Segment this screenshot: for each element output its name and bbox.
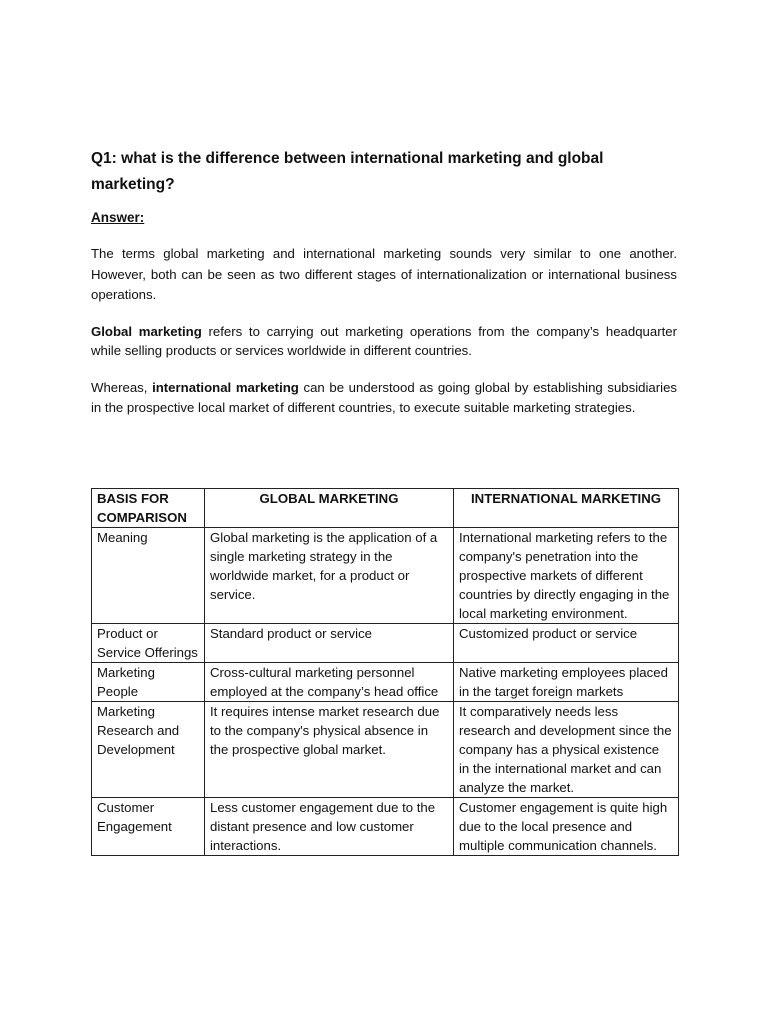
question-heading: Q1: what is the difference between international marketing and global marketing?	[91, 150, 604, 193]
row-basis-cell: Meaning	[92, 528, 205, 624]
table-row	[92, 702, 679, 798]
global-marketing-definition: refers to carrying out marketing operations from the company’s headquarter while selling products or services worldwide in different countries.	[91, 324, 677, 358]
row-international-cell: International marketing refers to the company's penetration into the prospective markets of different countries by directly engaging in the local marketing environment.	[454, 528, 679, 624]
table-header-row	[92, 489, 679, 528]
header-global-marketing: GLOBAL MARKETING	[205, 489, 454, 528]
row-global-cell: It requires intense market research due to the company's physical absence in the prospective global market.	[205, 702, 454, 798]
international-marketing-paragraph	[91, 378, 677, 417]
table-row	[92, 798, 679, 856]
row-international-cell: Customer engagement is quite high due to the local presence and multiple communication channels.	[454, 798, 679, 856]
table-row	[92, 663, 679, 702]
row-basis-cell: Customer Engagement	[92, 798, 205, 856]
row-international-cell: Customized product or service	[454, 624, 679, 663]
international-marketing-definition: can be understood as going global by establishing subsidiaries in the prospective local market of different countries, to execute suitable marketing strategies.	[91, 380, 677, 415]
row-basis-cell: Product or Service Offerings	[92, 624, 205, 663]
answer-label: Answer:	[91, 210, 145, 225]
global-marketing-paragraph	[91, 322, 677, 360]
global-marketing-term: Global marketing	[91, 324, 202, 339]
whereas-text: Whereas,	[91, 380, 153, 395]
row-basis-cell: Marketing Research and Development	[92, 702, 205, 798]
table-row	[92, 624, 679, 663]
row-global-cell: Cross-cultural marketing personnel employed at the company’s head office	[205, 663, 454, 702]
intro-paragraph: The terms global marketing and international marketing sounds very similar to one another. However, both can be seen as two different stages of internationalization or international business operations.	[91, 246, 677, 302]
header-basis: BASIS FOR COMPARISON	[92, 489, 205, 528]
international-marketing-term: international marketing	[152, 380, 299, 395]
row-global-cell: Global marketing is the application of a single marketing strategy in the worldwide market, for a product or service.	[205, 528, 454, 624]
row-global-cell: Less customer engagement due to the distant presence and low customer interactions.	[205, 798, 454, 856]
table-row	[92, 528, 679, 624]
row-international-cell: Native marketing employees placed in the target foreign markets	[454, 663, 679, 702]
header-international-marketing: INTERNATIONAL MARKETING	[454, 489, 679, 528]
comparison-table	[91, 488, 679, 856]
row-global-cell: Standard product or service	[205, 624, 454, 663]
row-basis-cell: Marketing People	[92, 663, 205, 702]
row-international-cell: It comparatively needs less research and development since the company has a physical existence in the international market and can analyze the market.	[454, 702, 679, 798]
